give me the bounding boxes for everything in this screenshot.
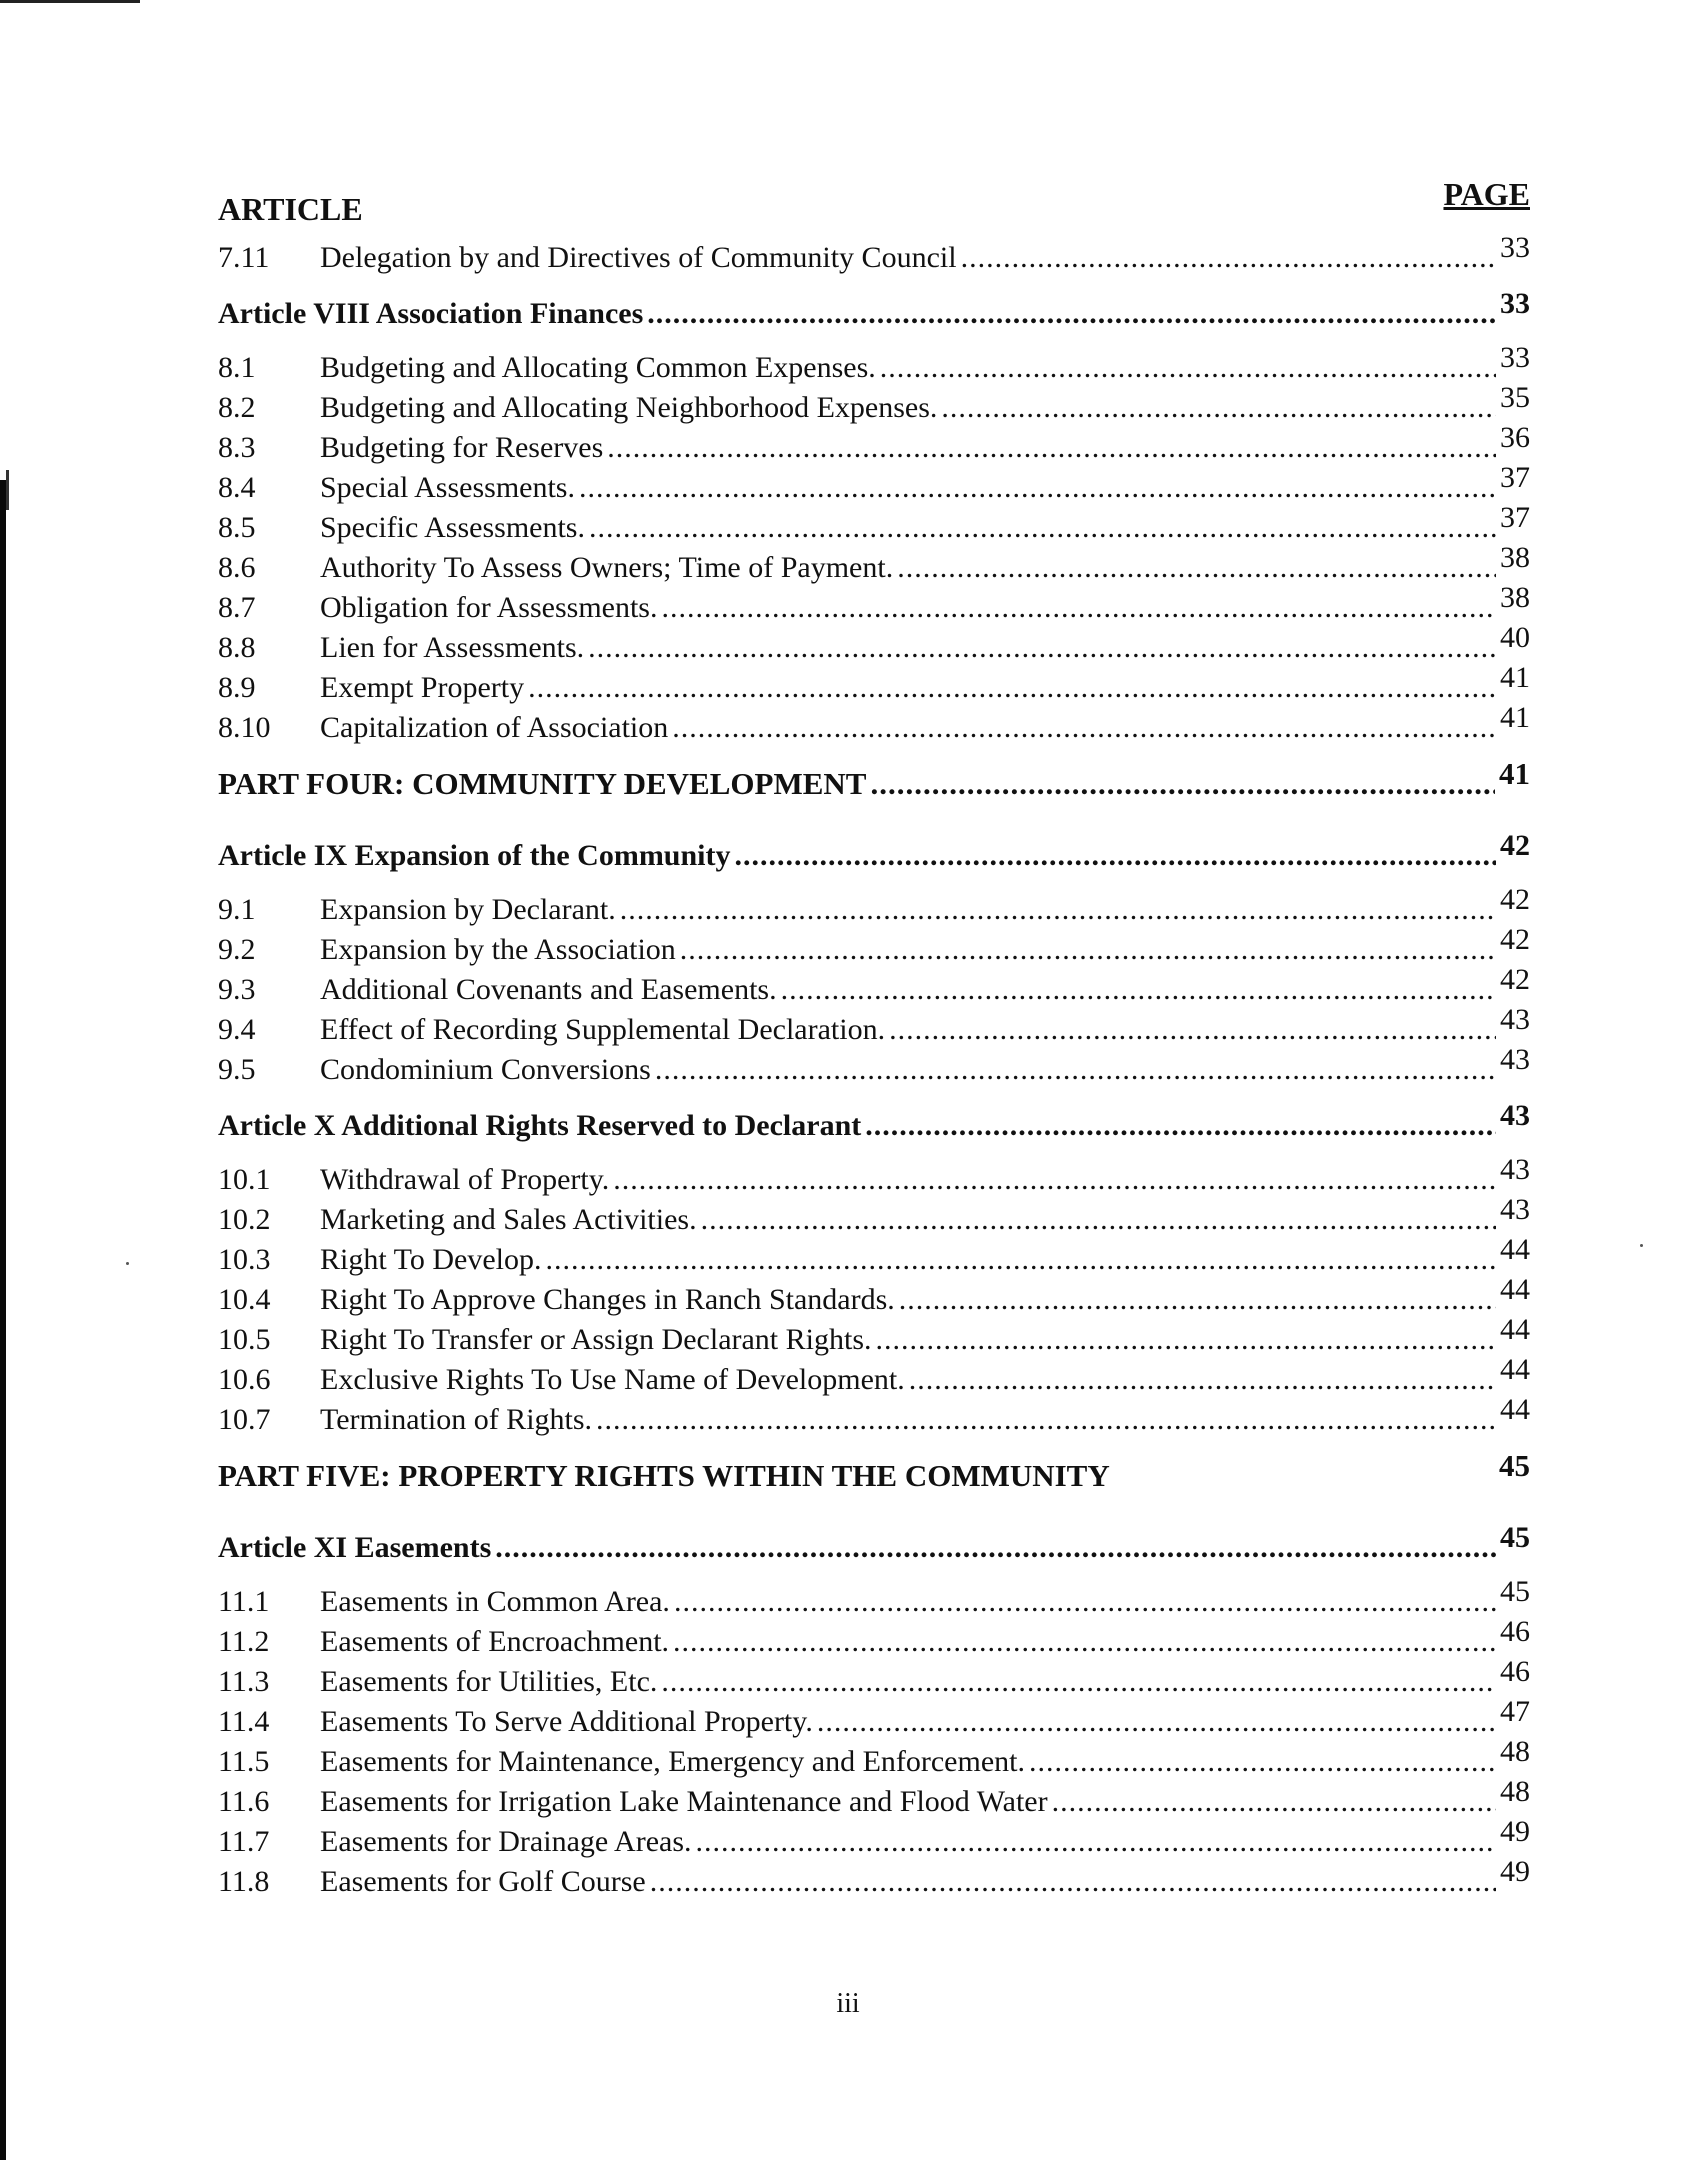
entry-page-number: 37 — [1500, 501, 1530, 534]
toc-entry — [218, 1313, 1530, 1360]
entry-title: Article X Additional Rights Reserved to Declarant — [218, 1109, 862, 1142]
toc-entry — [218, 1043, 1530, 1090]
toc-part-heading — [218, 1448, 1530, 1496]
toc-part-heading — [218, 756, 1530, 804]
entry-page-number: 38 — [1500, 541, 1530, 574]
entry-title: Budgeting and Allocating Neighborhood Expenses. — [320, 391, 938, 424]
entry-title: Right To Develop. — [320, 1243, 542, 1276]
dot-leader — [961, 238, 1496, 278]
dot-leader — [899, 1280, 1496, 1320]
entry-page-number: 41 — [1499, 756, 1530, 791]
toc-entry — [218, 963, 1530, 1010]
entry-page-number: 35 — [1500, 381, 1530, 414]
entry-page-number: 42 — [1500, 963, 1530, 996]
article-column-heading: ARTICLE — [218, 191, 363, 227]
toc-entry — [218, 1233, 1530, 1280]
section-number: 11.8 — [218, 1865, 270, 1898]
entry-title: Condominium Conversions — [320, 1053, 651, 1086]
dot-leader — [1029, 1742, 1496, 1782]
dot-leader — [579, 468, 1496, 508]
toc-entry — [218, 501, 1530, 548]
entry-page-number: 42 — [1500, 923, 1530, 956]
entry-page-number: 33 — [1500, 287, 1530, 320]
entry-title: Exempt Property — [320, 671, 525, 704]
dot-leader — [941, 388, 1496, 428]
toc-entry — [218, 1353, 1530, 1400]
dot-leader — [672, 708, 1496, 748]
entry-title: Additional Covenants and Easements. — [320, 973, 777, 1006]
toc-article-heading — [218, 1099, 1530, 1146]
entry-title: Easements for Golf Course — [320, 1865, 646, 1898]
entry-title: Effect of Recording Supplemental Declaration. — [320, 1013, 886, 1046]
entry-page-number: 44 — [1500, 1313, 1530, 1346]
section-number: 9.1 — [218, 893, 256, 926]
entry-page-number: 44 — [1500, 1273, 1530, 1306]
entry-title: Article XI Easements — [218, 1531, 492, 1564]
entry-page-number: 44 — [1500, 1353, 1530, 1386]
section-number: 8.10 — [218, 711, 271, 744]
section-number: 10.1 — [218, 1163, 271, 1196]
entry-page-number: 42 — [1500, 883, 1530, 916]
toc-article-heading — [218, 1521, 1530, 1568]
scan-speck — [1640, 1244, 1643, 1247]
toc-entry — [218, 883, 1530, 930]
entry-title: Article IX Expansion of the Community — [218, 839, 731, 872]
section-number: 11.1 — [218, 1585, 270, 1618]
entry-title: Easements for Maintenance, Emergency and Enforcement. — [320, 1745, 1025, 1778]
entry-title: Delegation by and Directives of Community Council — [320, 241, 957, 274]
dot-leader — [647, 294, 1496, 334]
entry-title: Budgeting and Allocating Common Expenses. — [320, 351, 876, 384]
dot-leader — [781, 970, 1496, 1010]
toc-entry — [218, 1855, 1530, 1902]
dot-leader — [889, 1010, 1496, 1050]
entry-page-number: 44 — [1500, 1233, 1530, 1266]
section-number: 11.4 — [218, 1705, 270, 1738]
dot-leader — [620, 890, 1496, 930]
entry-title: Easements of Encroachment. — [320, 1625, 670, 1658]
section-number: 10.5 — [218, 1323, 271, 1356]
dot-leader — [735, 836, 1496, 876]
entry-title: Specific Assessments. — [320, 511, 585, 544]
entry-title: Special Assessments. — [320, 471, 575, 504]
entry-title: Termination of Rights. — [320, 1403, 593, 1436]
entry-title: Expansion by Declarant. — [320, 893, 616, 926]
toc-entry — [218, 1775, 1530, 1822]
toc-entry — [218, 661, 1530, 708]
dot-leader — [674, 1582, 1496, 1622]
section-number: 8.6 — [218, 551, 256, 584]
entry-page-number: 43 — [1500, 1043, 1530, 1076]
section-number: 11.2 — [218, 1625, 270, 1658]
entry-page-number: 46 — [1500, 1615, 1530, 1648]
entry-title: Right To Transfer or Assign Declarant Rights. — [320, 1323, 872, 1356]
section-number: 8.2 — [218, 391, 256, 424]
dot-leader — [661, 1662, 1496, 1702]
entry-title: Lien for Assessments. — [320, 631, 585, 664]
page-column-heading: PAGE — [1443, 176, 1530, 212]
dot-leader — [613, 1160, 1496, 1200]
dot-leader — [680, 930, 1496, 970]
entry-page-number: 43 — [1500, 1153, 1530, 1186]
section-number: 10.7 — [218, 1403, 271, 1436]
dot-leader — [696, 1822, 1496, 1862]
dot-leader — [546, 1240, 1497, 1280]
section-number: 10.3 — [218, 1243, 271, 1276]
entry-page-number: 48 — [1500, 1775, 1530, 1808]
entry-page-number: 33 — [1500, 341, 1530, 374]
toc-entry — [218, 701, 1530, 748]
entry-title: Budgeting for Reserves — [320, 431, 604, 464]
toc-entry — [218, 621, 1530, 668]
section-number: 9.5 — [218, 1053, 256, 1086]
dot-leader — [655, 1050, 1496, 1090]
dot-leader — [495, 1528, 1496, 1568]
dot-leader — [817, 1702, 1496, 1742]
toc-header — [218, 176, 1530, 238]
entry-title: Easements for Drainage Areas. — [320, 1825, 692, 1858]
entry-page-number: 45 — [1499, 1448, 1530, 1483]
toc-entry — [218, 421, 1530, 468]
toc-entry — [218, 1815, 1530, 1862]
dot-leader — [870, 764, 1495, 804]
section-number: 8.8 — [218, 631, 256, 664]
dot-leader — [607, 428, 1496, 468]
entry-title: Capitalization of Association — [320, 711, 669, 744]
dot-leader — [876, 1320, 1497, 1360]
dot-leader — [588, 628, 1496, 668]
toc-entry — [218, 1193, 1530, 1240]
entry-page-number: 41 — [1500, 701, 1530, 734]
toc-entry — [218, 1695, 1530, 1742]
dot-leader — [865, 1106, 1496, 1146]
section-number: 11.6 — [218, 1785, 270, 1818]
section-number: 10.4 — [218, 1283, 271, 1316]
dot-leader — [596, 1400, 1496, 1440]
toc-entry — [218, 341, 1530, 388]
dot-leader — [650, 1862, 1496, 1902]
entry-title: Withdrawal of Property. — [320, 1163, 610, 1196]
entry-title: Easements for Utilities, Etc. — [320, 1665, 658, 1698]
entry-page-number: 46 — [1500, 1655, 1530, 1688]
dot-leader — [880, 348, 1496, 388]
section-number: 8.9 — [218, 671, 256, 704]
entry-title: Easements for Irrigation Lake Maintenance and Flood Water — [320, 1785, 1048, 1818]
toc-entry — [218, 1273, 1530, 1320]
entry-page-number: 37 — [1500, 461, 1530, 494]
entry-title: Obligation for Assessments. — [320, 591, 658, 624]
toc-list — [218, 231, 1530, 1902]
toc-entry — [218, 1003, 1530, 1050]
toc-entry — [218, 1393, 1530, 1440]
toc-entry — [218, 923, 1530, 970]
section-number: 9.2 — [218, 933, 256, 966]
entry-page-number: 38 — [1500, 581, 1530, 614]
toc-article-heading — [218, 829, 1530, 876]
entry-page-number: 43 — [1500, 1193, 1530, 1226]
section-number: 9.4 — [218, 1013, 256, 1046]
section-number: 11.3 — [218, 1665, 270, 1698]
dot-leader — [897, 548, 1496, 588]
toc-page — [218, 176, 1530, 1902]
toc-entry — [218, 1153, 1530, 1200]
entry-title: Authority To Assess Owners; Time of Payment. — [320, 551, 894, 584]
scan-artifact-left-edge — [0, 480, 6, 2160]
toc-article-heading — [218, 287, 1530, 334]
toc-entry — [218, 1735, 1530, 1782]
toc-entry — [218, 1615, 1530, 1662]
entry-title: Easements To Serve Additional Property. — [320, 1705, 813, 1738]
section-number: 8.1 — [218, 351, 256, 384]
entry-title: Expansion by the Association — [320, 933, 676, 966]
entry-title: PART FOUR: COMMUNITY DEVELOPMENT — [218, 766, 867, 801]
section-number: 8.3 — [218, 431, 256, 464]
page-number: iii — [836, 1988, 860, 2019]
entry-page-number: 33 — [1500, 231, 1530, 264]
toc-entry — [218, 541, 1530, 588]
entry-title: Marketing and Sales Activities. — [320, 1203, 697, 1236]
dot-leader — [589, 508, 1496, 548]
toc-entry — [218, 231, 1530, 278]
section-number: 8.7 — [218, 591, 256, 624]
entry-page-number: 47 — [1500, 1695, 1530, 1728]
section-number: 7.11 — [218, 241, 270, 274]
toc-entry — [218, 581, 1530, 628]
entry-page-number: 43 — [1500, 1003, 1530, 1036]
entry-title: Right To Approve Changes in Ranch Standards. — [320, 1283, 895, 1316]
toc-entry — [218, 1655, 1530, 1702]
scan-speck — [126, 1262, 129, 1265]
entry-page-number: 43 — [1500, 1099, 1530, 1132]
toc-entry — [218, 381, 1530, 428]
entry-page-number: 49 — [1500, 1855, 1530, 1888]
dot-leader — [528, 668, 1496, 708]
entry-title: Exclusive Rights To Use Name of Development. — [320, 1363, 905, 1396]
scan-artifact-mark — [6, 470, 9, 510]
entry-page-number: 36 — [1500, 421, 1530, 454]
section-number: 8.4 — [218, 471, 256, 504]
entry-page-number: 44 — [1500, 1393, 1530, 1426]
entry-page-number: 48 — [1500, 1735, 1530, 1768]
entry-title: Article VIII Association Finances — [218, 297, 644, 330]
section-number: 10.6 — [218, 1363, 271, 1396]
dot-leader — [701, 1200, 1496, 1240]
section-number: 9.3 — [218, 973, 256, 1006]
entry-page-number: 42 — [1500, 829, 1530, 862]
toc-entry — [218, 1575, 1530, 1622]
entry-page-number: 45 — [1500, 1521, 1530, 1554]
dot-leader — [909, 1360, 1496, 1400]
entry-page-number: 41 — [1500, 661, 1530, 694]
section-number: 8.5 — [218, 511, 256, 544]
entry-page-number: 40 — [1500, 621, 1530, 654]
dot-leader — [673, 1622, 1496, 1662]
entry-page-number: 45 — [1500, 1575, 1530, 1608]
section-number: 11.7 — [218, 1825, 270, 1858]
section-number: 11.5 — [218, 1745, 270, 1778]
toc-entry — [218, 461, 1530, 508]
dot-leader — [662, 588, 1497, 628]
entry-title: PART FIVE: PROPERTY RIGHTS WITHIN THE COMMUNITY — [218, 1458, 1110, 1493]
entry-title: Easements in Common Area. — [320, 1585, 670, 1618]
entry-page-number: 49 — [1500, 1815, 1530, 1848]
section-number: 10.2 — [218, 1203, 271, 1236]
scan-artifact-top — [0, 0, 140, 3]
dot-leader — [1052, 1782, 1496, 1822]
